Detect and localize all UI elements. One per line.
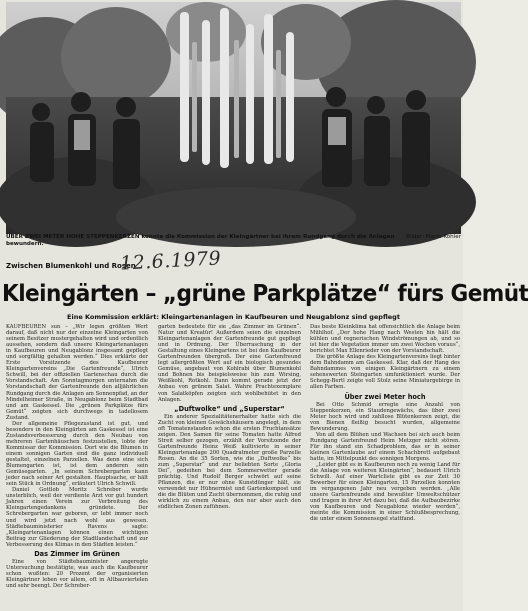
article-column-2	[158, 324, 301, 510]
kicker: Zwischen Blumenkohl und Rosen	[6, 262, 136, 270]
section-heading: „Duftwolke“ und „Superstar“	[174, 404, 285, 413]
headline: Kleingärten – „grüne Parkplätze“ fürs Gemüt	[2, 279, 528, 307]
article-column-3	[310, 324, 460, 523]
paragraph: Eine von Städtebauminister angeregte Untersuchung bestätigte, was auch die Kaufbeurer schon wußten: 20 Prozent der organisierten Kleingärtner leben vor allem, oft in Altbauviertelen und sehr beengt. Der Schreber-	[6, 558, 148, 589]
article-column-1	[6, 324, 148, 589]
garden-photo	[6, 2, 461, 234]
paragraph: Bei Otto Schmid erregte eine Anzahl von Steppenkerzen, ein Staudengewächs, das über zwei Meter hoch wird und zahllose Blütenkerzen zeigt, die von Bienen fleißig besucht wurden, allgemeine Bewunderung.	[310, 401, 460, 432]
paragraph: Die größte Anlage des Kleingartenvereins liegt hinter dem Bahndamm am Gaskessel. Klar, daß der Hang des Bahndammes von einigen Kleingärtnern zu einem sehenswerten Steingarten umfunktioniert wurde. Der Schegg-Bertl zeigte voll Stolz seine Miniaturgebirge in allen Farben.	[310, 354, 460, 391]
section-heading: Über zwei Meter hoch	[344, 392, 426, 401]
paragraph: Das beste Kleinklima hat offensichtlich die Anlage beim Mühlhof. „Der hohe Hang nach Westen hin hält die kühlen und regnerischen Windströmungen ab, und so ist hier die Vegetation immer um zwei Wochen voraus“, berichtet Max Ellenrieder von der Vorstandschaft.	[310, 324, 460, 355]
paragraph: Der allgemeine Pflegezustand ist gut, und besonders in den Kleingärten am Gaskessel ist eine Zustandsverbesserung durch den Neubau von mehreren Gartenhäuschen festzustellen, lobte der Kommissar der Kommission. Dort wie die Blumen in einem sonnigen Garten sind die ganz individuell gestaltet, einzelnen Parzellen. Was denn eine sich Blumengarten ist, ist dem anderen sein Gemüsegarten. „In seinem Schrebergarten kann jeder nach seiner Art gestalten. Hauptsache, er hält sein Stück in Ordnung“, erläutert Ulrich Schwill.	[6, 420, 148, 488]
paragraph: „Leider gibt es in Kaufbeuren noch zu wenig Land für die Anlage von weiteren Kleingärten“, bedauert Ulrich Schwill. Auf einer Wartcliste gibt es zur Zeit 30 Bewerber für einen Kleingarten, 15 Parzellen konnten im vergangenen Jahr neu vergeben werden. „Alle unsere Gartenfreunde sind bewußter Umweltschützer und tragen in ihrer Art dazu bei, daß die Aufbaubezirke von Kaufbeuren und Neugablonz wieder werden“, meinte die Kommission in einer Schlußbesprechung, die unter einem Sonnensegel stattfand.	[310, 462, 460, 523]
caption-text: ÜBER ZWEI METER HOHE STEPPENKERZEN konnte die Kommission der Kleingärtner bei ihrem Rundgang durch die Anlagen bewundern.	[6, 234, 395, 247]
paragraph: KAUFBEUREN sun – „Wir legen größten Wert darauf, daß nicht nur der einzelne Kleingarten von seinem Besitzer mustergehalten wird und ordentlich aussehen, sondern daß unsere Kleingartenanlagen in Kaufbeuren und Neugablonz insgesamt gepflegt und sorgfältig gehalten werden.“ Dies erklärte der Erste Vorsitzende des Kaufbeurer Kleingartenvereins „Die Gartenfreunde“, Ulrich Schwill, bei der offiziellen Gartenschau durch die Vorstandschaft. Am Sonntagmorgen unternahm die Vorstandschaft der Gartenfreunde den alljährlichen Rundgang durch die Anlagen am Sonnenpfad, an der Mindelheimer Straße, in Neugablonz beim Stadtbad und am Gaskessel. Die „grünen Parkplätze fürs Gemüt“ zeigten sich durchwegs in tadellosem Zustand.	[6, 324, 148, 421]
handwritten-date: 12.6.1979	[119, 247, 222, 275]
paragraph: Von all dem Blühen und Wachsen bei sich auch beim Rundgang Gartenfreund Heim Metzger nicht stören. Für ihn stand ein Schadproblem, das er in seiner kleinen Gartenlaube auf einem Schachbrett aufgebaut hatte, im Mittelpunkt des sonnigen Morgens.	[310, 431, 460, 462]
paragraph: Daniel Gottlob Moritz Schreber wurde unsterblich, weil der verdiente Arzt vor gut hundert Jahren einen Verein zur Verbreitung des Kleingartengedankens gründete. Der Schrebergarten war geboren, er lebt immer noch und wird jetzt nach wohl aus gewesen. Städtebauministerier Ravens sagte: „Kleingartenanlagen können einen wichtigen Beitrag zur Gliederung der Stadtlandschaft und zur Verbesserung des Klimas in den Städten leisten.“	[6, 487, 148, 548]
section-heading: Das Zimmer im Grünen	[34, 549, 120, 558]
photo-credit: Bilder: Marin Köhler	[406, 234, 461, 240]
subheadline: Eine Kommission erklärt: Kleingartenanlagen in Kaufbeuren und Neugablonz sind gepflegt	[67, 313, 400, 321]
photo-area	[6, 2, 461, 247]
paragraph: Ein anderer Spezialitätenerhalter hatte sich die Zucht von kleinen Gewächshäusern angelegt, in dem oft Tomatenstauden schon die ersten Fruchtansätze zeigen. Den Samen für seine Tomaten hatte Alfred Streit selber gezogen, erzählt der Vorsitzende der Gartenfreunde Heinz Weiß kultivierte in seiner Kleingartenanlage 200 Quadratmeter große Parzelle Rosen. An die 35 Sorten, wie die „Duftwolke“ bis zum „Superstar“ und zur beliebten Sorte „Gloria Dei“, gedeihen bei dem Sommerwetter gerade prächtig. Und Rudolf Berger schwört auf seine Pflanzen, die er nur ohne Kunstdünger hält, sie verwendet nur Hühnermist und Gartenkompost und die die Blüten und Zucht übernommen, die ruhig und wirklich zu einem Anbau, den nur aber auch den südlichen Zonen zufühnen.	[158, 413, 301, 511]
paragraph: garten bedeutete für sie „das Zimmer im Grünen“. Natur und Kreatür! Außerdem seien die einzelnen Kleingartenanlagen der Gartenfreunde gut gepflegt und in Ordnung. Der Überraschung in der Gestaltung eines Kleingartens ist bei den Kaufbeurer Gartenfreunden übergroß. Der eine Gartenfreund legt allergrößten Wert auf ein biologisch gesundes Gemüse, angebaut von Kohlrabi über Blumenkohl und Bohnen bis beispielsweise hin zum Wirsing, Weißkohl, Rotkohl. Dann kommt gerade jetzt der Anbau von grünem Salat. Wahre Prachtexemplare von Salatköpfen zeigten sich wohlbehütet in den Anlagen.	[158, 324, 301, 403]
photo-caption	[6, 234, 461, 252]
